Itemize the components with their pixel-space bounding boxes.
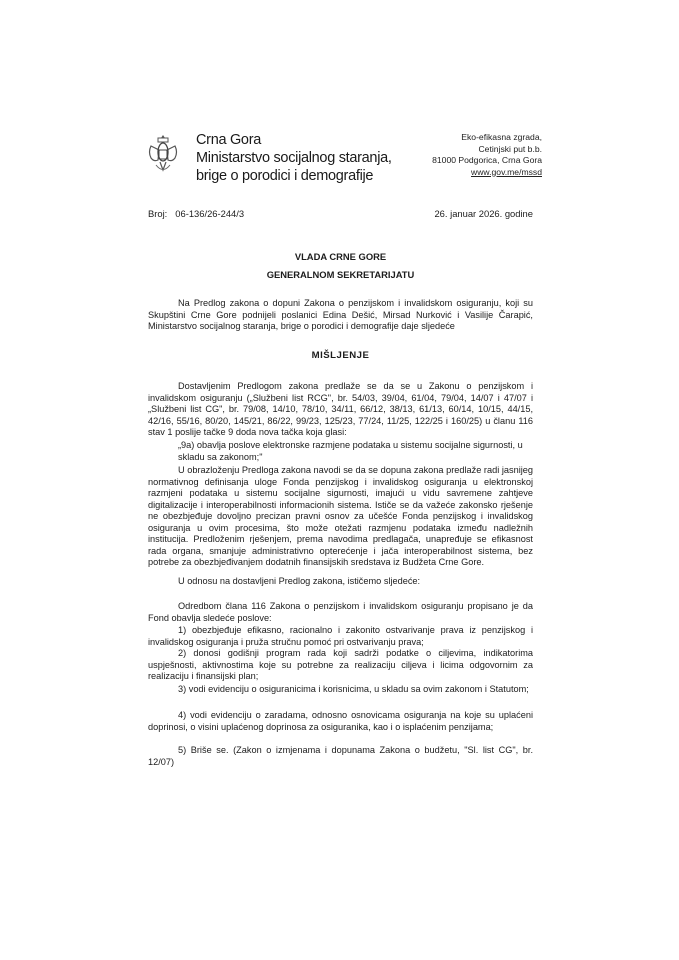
website-link[interactable]: www.gov.me/mssd [471, 166, 542, 177]
document-date: 26. januar 2026. godine [434, 208, 533, 219]
intro-paragraph: Na Predlog zakona o dopuni Zakona o penzijskom i invalidskom osiguranju, koji su Skupštini Crne Gore podnijeli poslanici Edina Dešić, Mirsad Nurković i Vasilije Čarapić, Ministarstvo socijalnog staranja, brige o porodici i demografije daje sljedeće [148, 298, 533, 331]
list-item-2: 2) donosi godišnji program rada koji sadrži podatke o ciljevima, indikatorima uspješnosti, aktivnostima koje su potrebne za realizaciju ciljeva i licima odgovornim za realizaciju i finansijski plan; [148, 648, 533, 681]
number-label: Broj: [148, 208, 168, 219]
recipient-line2: GENERALNOM SEKRETARIJATU [266, 269, 415, 280]
paragraph-1: Dostavljenim Predlogom zakona predlaže se da se u Zakonu o penzijskom i invalidskom osiguranju („Službeni list RCG", br. 54/03, 39/04, 61/04, 79/04, 14/07 i 47/07 i „Službeni list CG", br. 79/08, 14/10, 78/10, 34/11, 66/12, 38/13, 61/13, 60/14, 10/15, 44/15, 42/16, 55/16, 80/20, 145/21, 86/22, 99/23, 125/23, 77/24, 11/25, 122/25 i 160/25) u članu 116 stav 1 poslije tačke 9 doda nova tačka koja glasi: [148, 381, 533, 437]
quoted-amendment: „9a) obavlja poslove elektronske razmjene podataka u sistemu socijalne sigurnosti, u skladu sa zakonom;" [178, 440, 523, 462]
address-line1: Eko-efikasna zgrada, [461, 132, 542, 142]
ministry-name-line2: brige o porodici i demografije [196, 168, 374, 184]
list-item-3: 3) vodi evidenciju o osiguranicima i korisnicima, u skladu sa ovim zakonom i Statutom; [178, 684, 529, 694]
list-item-5: 5) Briše se. (Zakon o izmjenama i dopunama Zakona o budžetu, "Sl. list CG", br. 12/07) [148, 745, 533, 767]
recipient-line1: VLADA CRNE GORE [294, 251, 387, 262]
document-title: MIŠLJENJE [311, 350, 370, 361]
ministry-name-line1: Ministarstvo socijalnog staranja, [196, 150, 392, 166]
country-name: Crna Gora [196, 132, 261, 148]
recipient-block [148, 248, 533, 284]
document-number [148, 208, 244, 219]
paragraph-3: U odnosu na dostavljeni Predlog zakona, ističemo sljedeće: [178, 576, 421, 586]
list-item-4: 4) vodi evidenciju o zaradama, odnosno osnovicama osiguranja na koje su uplaćeni doprinosi, o visini uplaćenog doprinosa za osiguranika, kao i o isplaćenim penzijama; [148, 710, 533, 732]
coat-of-arms-icon [147, 132, 179, 176]
paragraph-4: Odredbom člana 116 Zakona o penzijskom i invalidskom osiguranju propisano je da Fond obavlja sledeće poslove: [148, 601, 533, 623]
ministry-address [432, 132, 542, 178]
ministry-header [196, 131, 392, 185]
address-line2: Cetinjski put b.b. [478, 143, 542, 154]
list-item-1: 1) obezbjeđuje efikasno, racionalno i zakonito ostvarivanje prava iz penzijskog i invalidskog osiguranja i pruža stručnu pomoć pri ostvarivanju prava; [148, 625, 533, 647]
number-value: 06-136/26-244/3 [175, 208, 245, 219]
address-line3: 81000 Podgorica, Crna Gora [432, 155, 542, 165]
paragraph-2: U obrazloženju Predloga zakona navodi se da se dopuna zakona predlaže radi jasnijeg normativnog definisanja uloge Fonda penzijskog i invalidskog osiguranja u elektronskoj razmjeni podataka u sistemu socijalne sigurnosti, imajući u vidu savremene zahtjeve digitalizacije i interoperabilnosti informacionih sistema. Ističe se da važeće zakonsko rješenje ne obezbjeđuje dovoljno precizan pravni osnov za učešće Fonda penzijskog i invalidskog osiguranja u ovim procesima, što može otežati razmjenu podataka između nadležnih institucija. Predloženim rješenjem, prema navodima predlagača, unapređuje se efikasnost rada organa, smanjuje administrativno opterećenje i jača interoperabilnost sistema, bez potrebe za obezbjeđivanjem dodatnih finansijskih sredstava iz Budžeta Crne Gore. [148, 465, 533, 567]
